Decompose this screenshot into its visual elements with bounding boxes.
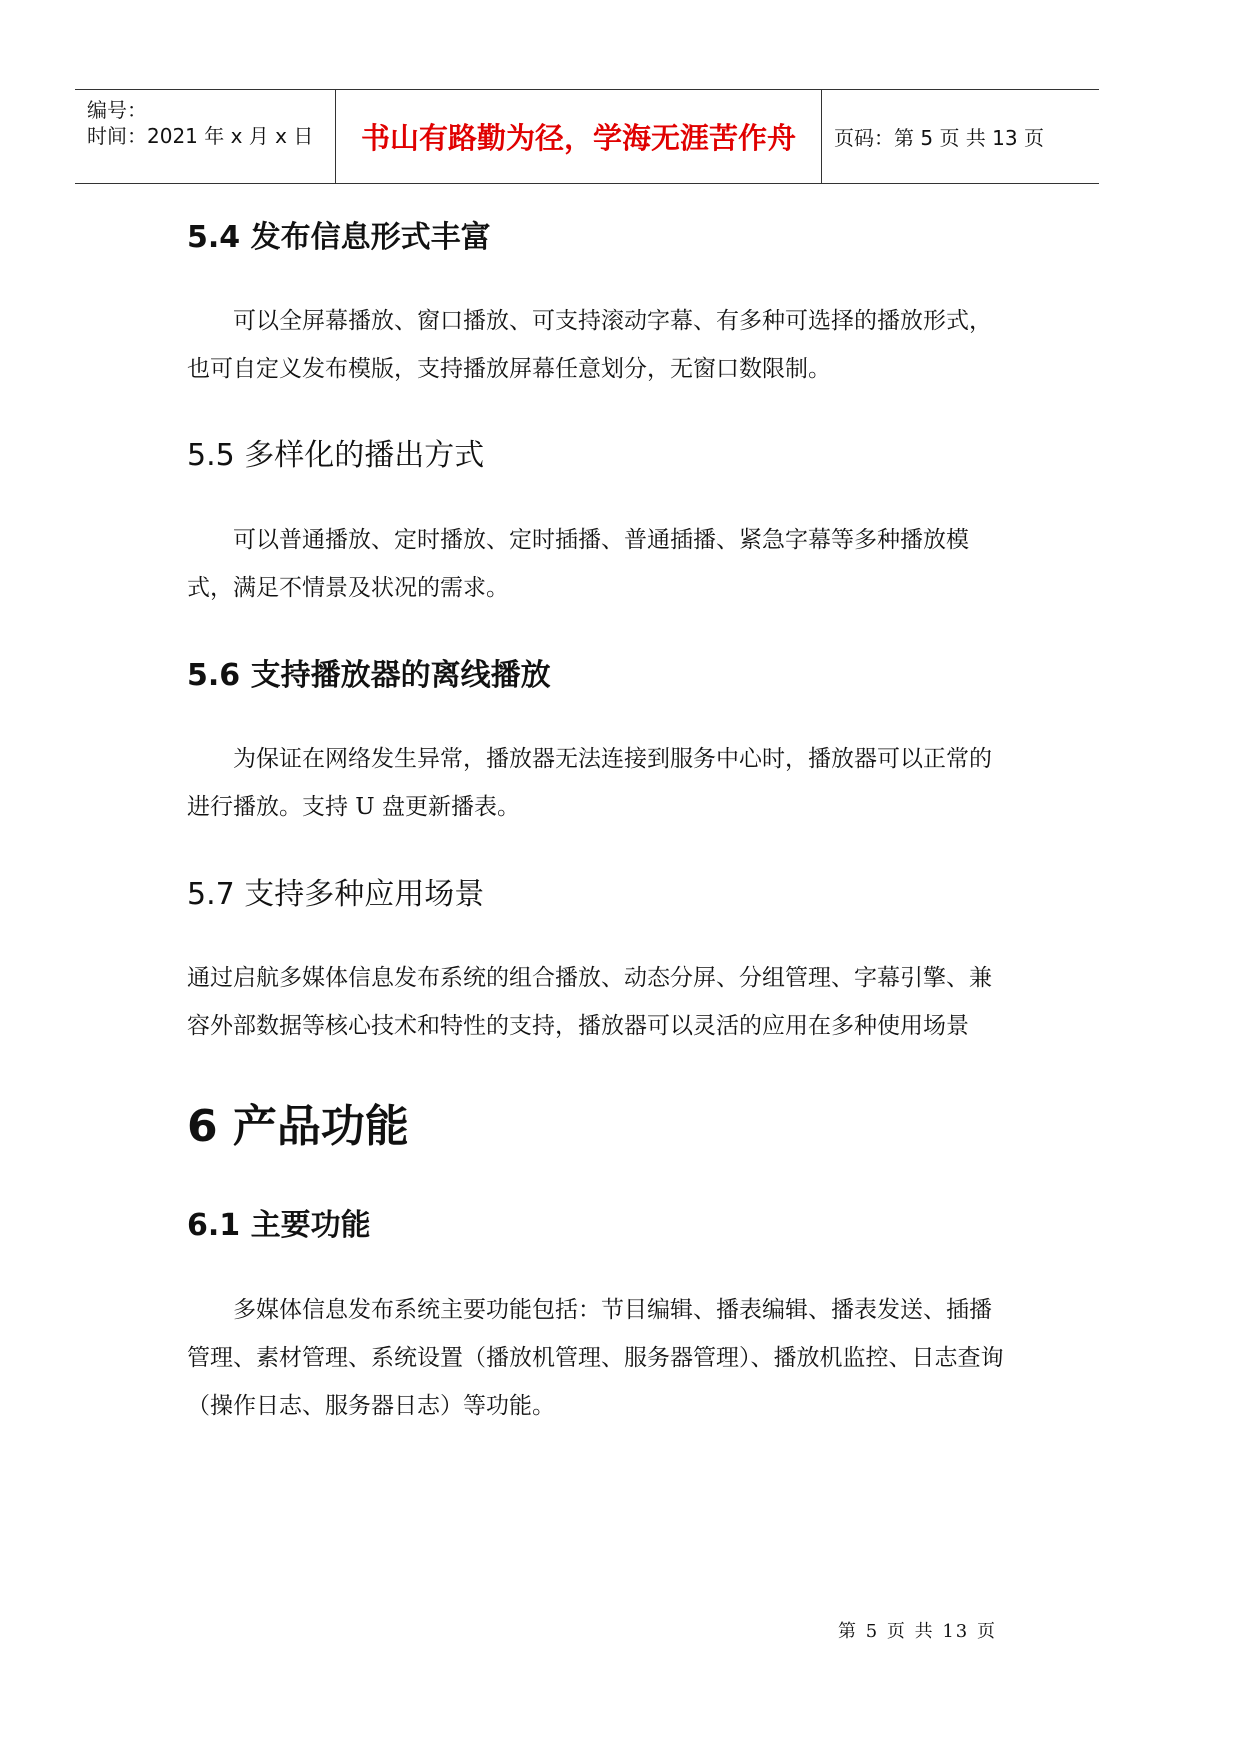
- section-5-4-heading: 5.4 发布信息形式丰富: [187, 220, 491, 255]
- header-motto: 书山有路勤为径，学海无涯苦作舟: [336, 90, 822, 183]
- chapter-6-heading: 6 产品功能: [187, 1101, 409, 1152]
- section-6-1-paragraph: 多媒体信息发布系统主要功能包括：节目编辑、播表编辑、播表发送、插播管理、素材管理、系统设置（播放机管理、服务器管理）、播放机监控、日志查询（操作日志、服务器日志）等功能。: [187, 1297, 1004, 1419]
- section-6-1-heading: 6.1 主要功能: [187, 1208, 371, 1243]
- doc-time-label: 时间：2021 年 x 月 x 日: [87, 124, 314, 148]
- section-5-5-heading: 5.5 多样化的播出方式: [187, 438, 485, 473]
- page-footer: 第 5 页 共 13 页: [838, 1621, 997, 1642]
- section-5-5-paragraph: 可以普通播放、定时播放、定时插播、普通插播、紧急字幕等多种播放模式，满足不情景及状况的需求。: [187, 527, 969, 601]
- section-5-7-paragraph: 通过启航多媒体信息发布系统的组合播放、动态分屏、分组管理、字幕引擎、兼容外部数据等核心技术和特性的支持，播放器可以灵活的应用在多种使用场景: [187, 965, 992, 1039]
- section-5-4-paragraph: 可以全屏幕播放、窗口播放、可支持滚动字幕、有多种可选择的播放形式，也可自定义发布模版，支持播放屏幕任意划分，无窗口数限制。: [187, 308, 992, 382]
- header-meta: [75, 90, 336, 183]
- document-body: [187, 215, 1007, 1430]
- header-page-code: 页码：第 5 页 共 13 页: [834, 126, 1044, 150]
- section-5-6-heading: 5.6 支持播放器的离线播放: [187, 658, 551, 693]
- section-5-6-paragraph: 为保证在网络发生异常，播放器无法连接到服务中心时，播放器可以正常的进行播放。支持 U 盘更新播表。: [187, 746, 992, 820]
- section-5-7-heading: 5.7 支持多种应用场景: [187, 877, 485, 912]
- page-header: [75, 89, 1099, 184]
- doc-number-label: 编号：: [87, 98, 147, 122]
